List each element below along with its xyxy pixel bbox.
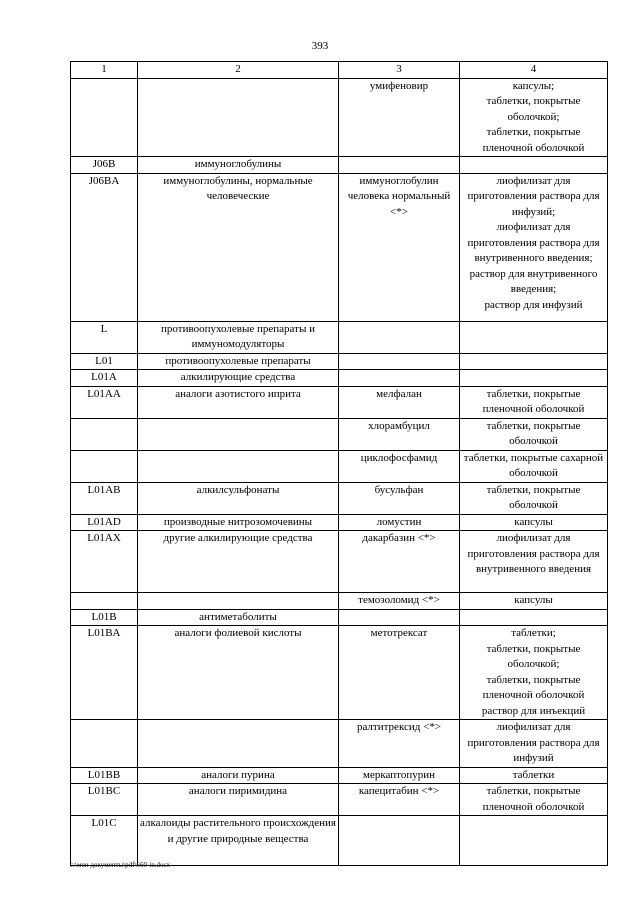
- cell-form: таблетки, покрытые оболочкой: [460, 418, 608, 450]
- cell-drug: ломустин: [339, 514, 460, 531]
- cell-form: таблетки, покрытые пленочной оболочкой: [460, 386, 608, 418]
- table-row: [71, 609, 608, 626]
- cell-code: L01AB: [71, 482, 138, 514]
- cell-drug: иммуноглобулин человека нормальный <*>: [339, 173, 460, 321]
- cell-form: [460, 816, 608, 866]
- page-number: 393: [311, 40, 329, 52]
- cell-group: [138, 418, 339, 450]
- cell-group: аналоги пиримидина: [138, 784, 339, 816]
- cell-code: L01B: [71, 609, 138, 626]
- cell-code: [71, 78, 138, 157]
- cell-drug: [339, 321, 460, 353]
- cell-drug: метотрексат: [339, 626, 460, 720]
- cell-form: капсулы; таблетки, покрытые оболочкой; таблетки, покрытые пленочной оболочкой: [460, 78, 608, 157]
- cell-group: аналоги азотистого иприта: [138, 386, 339, 418]
- table-row: [71, 784, 608, 816]
- cell-group: [138, 450, 339, 482]
- header-col-4: 4: [460, 62, 608, 79]
- cell-form: лиофилизат для приготовления раствора для инфузий; лиофилизат для приготовления раствора для внутривенного введения; раствор для внутривенного введения; раствор для инфузий: [460, 173, 608, 321]
- cell-drug: [339, 816, 460, 866]
- cell-drug: бусульфан: [339, 482, 460, 514]
- cell-form: капсулы: [460, 593, 608, 610]
- cell-group: аналоги фолиевой кислоты: [138, 626, 339, 720]
- cell-form: [460, 370, 608, 387]
- cell-code: [71, 593, 138, 610]
- cell-drug: [339, 370, 460, 387]
- cell-form: [460, 609, 608, 626]
- cell-drug: циклофосфамид: [339, 450, 460, 482]
- cell-code: L01: [71, 353, 138, 370]
- cell-drug: [339, 353, 460, 370]
- drug-table: [70, 61, 608, 866]
- cell-form: таблетки, покрытые пленочной оболочкой: [460, 784, 608, 816]
- cell-code: L01AD: [71, 514, 138, 531]
- cell-drug: [339, 609, 460, 626]
- table-row: [71, 514, 608, 531]
- cell-code: [71, 418, 138, 450]
- cell-code: L01AA: [71, 386, 138, 418]
- cell-form: лиофилизат для приготовления раствора для инфузий: [460, 720, 608, 768]
- cell-code: [71, 450, 138, 482]
- cell-group: алкилирующие средства: [138, 370, 339, 387]
- cell-code: L01C: [71, 816, 138, 866]
- cell-form: таблетки, покрытые сахарной оболочкой: [460, 450, 608, 482]
- table-row: [71, 173, 608, 321]
- cell-group: другие алкилирующие средства: [138, 531, 339, 593]
- table-row: [71, 386, 608, 418]
- cell-drug: темозоломид <*>: [339, 593, 460, 610]
- table-row: [71, 450, 608, 482]
- table-row: [71, 531, 608, 593]
- cell-group: [138, 78, 339, 157]
- cell-group: производные нитрозомочевины: [138, 514, 339, 531]
- cell-code: L: [71, 321, 138, 353]
- cell-group: антиметаболиты: [138, 609, 339, 626]
- cell-drug: мелфалан: [339, 386, 460, 418]
- cell-code: [71, 720, 138, 768]
- cell-drug: ралтитрексид <*>: [339, 720, 460, 768]
- cell-group: противоопухолевые препараты и иммуномодуляторы: [138, 321, 339, 353]
- table-row: [71, 816, 608, 866]
- cell-drug: дакарбазин <*>: [339, 531, 460, 593]
- footer-file-path: c:\мои документы\pdf\660-in.docx: [70, 861, 171, 869]
- cell-code: L01BA: [71, 626, 138, 720]
- table-header-row: [71, 62, 608, 79]
- cell-group: [138, 720, 339, 768]
- table-row: [71, 626, 608, 720]
- table-row: [71, 78, 608, 157]
- table-row: [71, 482, 608, 514]
- cell-code: L01A: [71, 370, 138, 387]
- cell-code: L01BC: [71, 784, 138, 816]
- cell-form: лиофилизат для приготовления раствора для внутривенного введения: [460, 531, 608, 593]
- table-row: [71, 418, 608, 450]
- cell-form: [460, 157, 608, 174]
- cell-group: противоопухолевые препараты: [138, 353, 339, 370]
- cell-drug: меркаптопурин: [339, 767, 460, 784]
- cell-drug: умифеновир: [339, 78, 460, 157]
- cell-form: [460, 321, 608, 353]
- cell-code: J06BA: [71, 173, 138, 321]
- cell-group: иммуноглобулины: [138, 157, 339, 174]
- table-row: [71, 321, 608, 353]
- table-row: [71, 370, 608, 387]
- table-row: [71, 157, 608, 174]
- cell-form: таблетки; таблетки, покрытые оболочкой; таблетки, покрытые пленочной оболочкой раствор для инъекций: [460, 626, 608, 720]
- cell-code: L01AX: [71, 531, 138, 593]
- cell-drug: хлорамбуцил: [339, 418, 460, 450]
- cell-code: J06B: [71, 157, 138, 174]
- cell-form: [460, 353, 608, 370]
- cell-drug: [339, 157, 460, 174]
- cell-drug: капецитабин <*>: [339, 784, 460, 816]
- cell-group: алкалоиды растительного происхождения и другие природные вещества: [138, 816, 339, 866]
- cell-form: капсулы: [460, 514, 608, 531]
- cell-form: таблетки: [460, 767, 608, 784]
- header-col-1: 1: [71, 62, 138, 79]
- cell-code: L01BB: [71, 767, 138, 784]
- table-row: [71, 593, 608, 610]
- cell-group: аналоги пурина: [138, 767, 339, 784]
- cell-group: алкилсульфонаты: [138, 482, 339, 514]
- header-col-2: 2: [138, 62, 339, 79]
- cell-form: таблетки, покрытые оболочкой: [460, 482, 608, 514]
- table-row: [71, 720, 608, 768]
- table-row: [71, 767, 608, 784]
- cell-group: иммуноглобулины, нормальные человеческие: [138, 173, 339, 321]
- cell-group: [138, 593, 339, 610]
- table-row: [71, 353, 608, 370]
- header-col-3: 3: [339, 62, 460, 79]
